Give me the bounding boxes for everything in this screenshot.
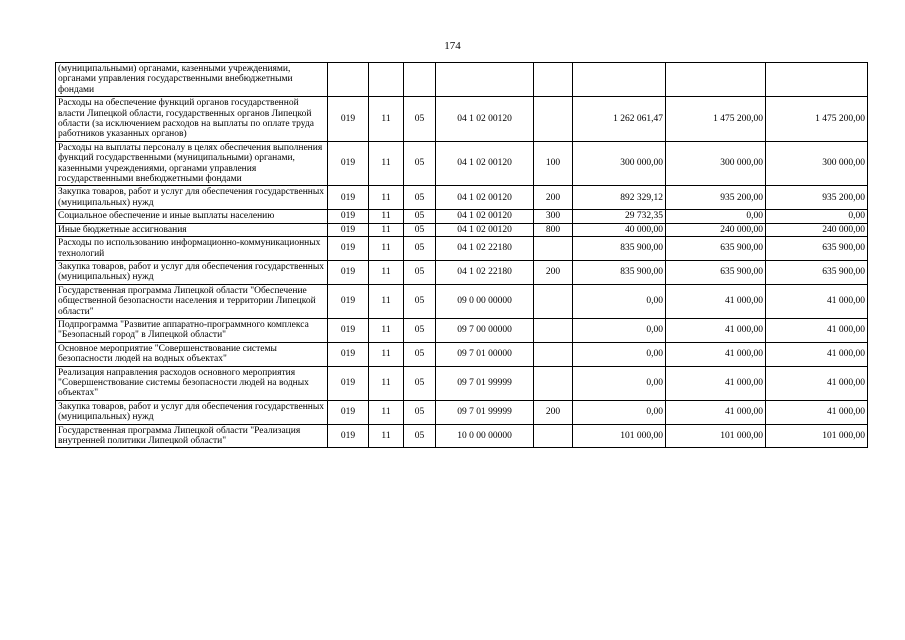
expense-type-cell — [534, 366, 573, 400]
section-code-cell: 11 — [369, 141, 404, 186]
target-article-cell: 10 0 00 00000 — [436, 424, 534, 448]
amount-year3-cell: 41 000,00 — [766, 318, 868, 342]
section-code-cell — [369, 63, 404, 97]
amount-year2-cell: 41 000,00 — [666, 284, 766, 318]
expense-name-cell: Иные бюджетные ассигнования — [56, 223, 328, 236]
section-code-cell: 11 — [369, 366, 404, 400]
amount-year2-cell: 41 000,00 — [666, 342, 766, 366]
expense-type-cell: 300 — [534, 210, 573, 223]
expense-type-cell — [534, 97, 573, 142]
page-number: 174 — [444, 40, 461, 52]
amount-year1-cell: 0,00 — [573, 342, 666, 366]
ministry-code-cell: 019 — [328, 366, 369, 400]
amount-year2-cell: 1 475 200,00 — [666, 97, 766, 142]
target-article-cell: 04 1 02 22180 — [436, 237, 534, 261]
amount-year2-cell: 635 900,00 — [666, 237, 766, 261]
subsection-code-cell: 05 — [404, 366, 436, 400]
ministry-code-cell: 019 — [328, 223, 369, 236]
subsection-code-cell: 05 — [404, 141, 436, 186]
amount-year3-cell: 41 000,00 — [766, 342, 868, 366]
amount-year3-cell: 240 000,00 — [766, 223, 868, 236]
amount-year1-cell: 0,00 — [573, 400, 666, 424]
expense-type-cell — [534, 284, 573, 318]
section-code-cell: 11 — [369, 97, 404, 142]
amount-year2-cell: 41 000,00 — [666, 366, 766, 400]
amount-year2-cell — [666, 63, 766, 97]
table-row — [56, 141, 868, 186]
ministry-code-cell: 019 — [328, 186, 369, 210]
ministry-code-cell: 019 — [328, 260, 369, 284]
expense-type-cell: 200 — [534, 260, 573, 284]
expense-name-cell: Государственная программа Липецкой области "Обеспечение общественной безопасности населения и территории Липецкой области" — [56, 284, 328, 318]
expense-type-cell: 200 — [534, 186, 573, 210]
amount-year3-cell: 41 000,00 — [766, 284, 868, 318]
section-code-cell: 11 — [369, 342, 404, 366]
amount-year1-cell: 835 900,00 — [573, 260, 666, 284]
ministry-code-cell: 019 — [328, 141, 369, 186]
amount-year2-cell: 635 900,00 — [666, 260, 766, 284]
expense-type-cell: 800 — [534, 223, 573, 236]
subsection-code-cell: 05 — [404, 237, 436, 261]
amount-year1-cell: 300 000,00 — [573, 141, 666, 186]
expense-name-cell: Основное мероприятие "Совершенствование системы безопасности людей на водных объектах" — [56, 342, 328, 366]
table-row — [56, 97, 868, 142]
expense-name-cell: Расходы на выплаты персоналу в целях обеспечения выполнения функций государственными (муниципальными) органами, казенными учреждениями, органами управления государственными внебюджетными фондами — [56, 141, 328, 186]
subsection-code-cell: 05 — [404, 284, 436, 318]
target-article-cell: 04 1 02 22180 — [436, 260, 534, 284]
table-row — [56, 63, 868, 97]
table-row — [56, 400, 868, 424]
section-code-cell: 11 — [369, 223, 404, 236]
amount-year2-cell: 41 000,00 — [666, 400, 766, 424]
target-article-cell: 04 1 02 00120 — [436, 186, 534, 210]
amount-year3-cell: 635 900,00 — [766, 237, 868, 261]
section-code-cell: 11 — [369, 237, 404, 261]
table-row — [56, 186, 868, 210]
expense-name-cell: Социальное обеспечение и иные выплаты населению — [56, 210, 328, 223]
amount-year3-cell: 0,00 — [766, 210, 868, 223]
amount-year3-cell: 101 000,00 — [766, 424, 868, 448]
target-article-cell: 09 7 01 99999 — [436, 400, 534, 424]
amount-year3-cell — [766, 63, 868, 97]
amount-year3-cell: 635 900,00 — [766, 260, 868, 284]
expense-name-cell: Подпрограмма "Развитие аппаратно-программного комплекса "Безопасный город" в Липецкой области" — [56, 318, 328, 342]
expense-name-cell: Реализация направления расходов основного мероприятия "Совершенствование системы безопасности людей на водных объектах" — [56, 366, 328, 400]
section-code-cell: 11 — [369, 210, 404, 223]
ministry-code-cell: 019 — [328, 342, 369, 366]
subsection-code-cell: 05 — [404, 400, 436, 424]
expense-type-cell — [534, 237, 573, 261]
ministry-code-cell: 019 — [328, 97, 369, 142]
expense-type-cell — [534, 318, 573, 342]
target-article-cell — [436, 63, 534, 97]
expense-name-cell: Расходы на обеспечение функций органов государственной власти Липецкой области, государственных органов Липецкой области (за исключением расходов на выплаты по оплате труда работников указанных органов) — [56, 97, 328, 142]
ministry-code-cell — [328, 63, 369, 97]
table-row — [56, 284, 868, 318]
expense-type-cell: 100 — [534, 141, 573, 186]
amount-year1-cell: 0,00 — [573, 366, 666, 400]
subsection-code-cell: 05 — [404, 186, 436, 210]
budget-table — [55, 62, 868, 448]
target-article-cell: 04 1 02 00120 — [436, 223, 534, 236]
section-code-cell: 11 — [369, 284, 404, 318]
amount-year2-cell: 101 000,00 — [666, 424, 766, 448]
expense-name-cell: Расходы по использованию информационно-коммуникационных технологий — [56, 237, 328, 261]
expense-type-cell — [534, 424, 573, 448]
table-row — [56, 260, 868, 284]
target-article-cell: 09 0 00 00000 — [436, 284, 534, 318]
section-code-cell: 11 — [369, 186, 404, 210]
expense-name-cell: Закупка товаров, работ и услуг для обеспечения государственных (муниципальных) нужд — [56, 186, 328, 210]
expense-name-cell: Закупка товаров, работ и услуг для обеспечения государственных (муниципальных) нужд — [56, 260, 328, 284]
target-article-cell: 04 1 02 00120 — [436, 210, 534, 223]
target-article-cell: 09 7 01 99999 — [436, 366, 534, 400]
amount-year3-cell: 300 000,00 — [766, 141, 868, 186]
subsection-code-cell: 05 — [404, 223, 436, 236]
table-row — [56, 318, 868, 342]
section-code-cell: 11 — [369, 424, 404, 448]
table-row — [56, 366, 868, 400]
subsection-code-cell: 05 — [404, 424, 436, 448]
amount-year3-cell: 935 200,00 — [766, 186, 868, 210]
expense-name-cell: Закупка товаров, работ и услуг для обеспечения государственных (муниципальных) нужд — [56, 400, 328, 424]
amount-year2-cell: 300 000,00 — [666, 141, 766, 186]
amount-year2-cell: 0,00 — [666, 210, 766, 223]
ministry-code-cell: 019 — [328, 237, 369, 261]
subsection-code-cell — [404, 63, 436, 97]
subsection-code-cell: 05 — [404, 97, 436, 142]
amount-year1-cell: 0,00 — [573, 318, 666, 342]
amount-year2-cell: 935 200,00 — [666, 186, 766, 210]
ministry-code-cell: 019 — [328, 400, 369, 424]
amount-year1-cell: 0,00 — [573, 284, 666, 318]
table-row — [56, 424, 868, 448]
ministry-code-cell: 019 — [328, 424, 369, 448]
amount-year1-cell: 835 900,00 — [573, 237, 666, 261]
amount-year3-cell: 41 000,00 — [766, 400, 868, 424]
ministry-code-cell: 019 — [328, 284, 369, 318]
amount-year1-cell — [573, 63, 666, 97]
amount-year3-cell: 41 000,00 — [766, 366, 868, 400]
amount-year1-cell: 101 000,00 — [573, 424, 666, 448]
expense-type-cell — [534, 63, 573, 97]
target-article-cell: 09 7 01 00000 — [436, 342, 534, 366]
subsection-code-cell: 05 — [404, 210, 436, 223]
expense-name-cell: Государственная программа Липецкой области "Реализация внутренней политики Липецкой области" — [56, 424, 328, 448]
section-code-cell: 11 — [369, 400, 404, 424]
target-article-cell: 04 1 02 00120 — [436, 97, 534, 142]
section-code-cell: 11 — [369, 260, 404, 284]
subsection-code-cell: 05 — [404, 260, 436, 284]
amount-year1-cell: 1 262 061,47 — [573, 97, 666, 142]
amount-year1-cell: 892 329,12 — [573, 186, 666, 210]
ministry-code-cell: 019 — [328, 318, 369, 342]
expense-type-cell: 200 — [534, 400, 573, 424]
target-article-cell: 04 1 02 00120 — [436, 141, 534, 186]
amount-year2-cell: 240 000,00 — [666, 223, 766, 236]
subsection-code-cell: 05 — [404, 342, 436, 366]
table-row — [56, 342, 868, 366]
ministry-code-cell: 019 — [328, 210, 369, 223]
table-row — [56, 237, 868, 261]
target-article-cell: 09 7 00 00000 — [436, 318, 534, 342]
table-row — [56, 210, 868, 223]
amount-year1-cell: 29 732,35 — [573, 210, 666, 223]
amount-year2-cell: 41 000,00 — [666, 318, 766, 342]
expense-name-cell: (муниципальными) органами, казенными учреждениями, органами управления государственными внебюджетными фондами — [56, 63, 328, 97]
amount-year1-cell: 40 000,00 — [573, 223, 666, 236]
amount-year3-cell: 1 475 200,00 — [766, 97, 868, 142]
table-body — [56, 63, 868, 448]
section-code-cell: 11 — [369, 318, 404, 342]
subsection-code-cell: 05 — [404, 318, 436, 342]
table-row — [56, 223, 868, 236]
expense-type-cell — [534, 342, 573, 366]
